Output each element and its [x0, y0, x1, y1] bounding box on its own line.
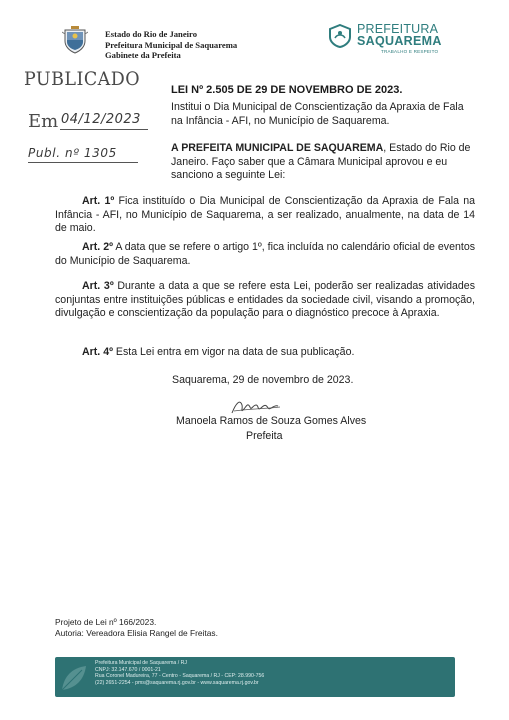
stamp-em-date: 04/12/2023 [61, 112, 141, 127]
preamble-text: , Estado do Rio de Janeiro. Faço saber que a Câmara Municipal aprovou e eu sanciono a seguinte Lei: [171, 142, 471, 182]
article-text: Fica instituído o Dia Municipal de Conscientização da Apraxia de Fala na Infância - AFI, no Município de Saquarema, a ser realizado, anualmente, na data de 14 de maio. [55, 195, 476, 235]
bill-number: Projeto de Lei nº 166/2023. [55, 617, 157, 627]
stamp-publication-number: Publ. nº 1305 [28, 146, 117, 160]
logo-tagline: TRABALHO E RESPEITO [381, 49, 439, 54]
law-ementa: Institui o Dia Municipal de Conscientização da Apraxia de Fala na Infância - AFI, no Município de Saquarema. [171, 101, 464, 127]
signer-name: Manoela Ramos de Souza Gomes Alves [176, 415, 367, 427]
article-label: Art. 3º [82, 280, 114, 292]
article-label: Art. 2º [82, 241, 113, 253]
header-gabinete: Gabinete da Prefeita [105, 50, 181, 61]
footer-org: Prefeitura Municipal de Saquarema / RJ [95, 660, 187, 666]
logo-wordmark-bottom: SAQUAREMA [357, 34, 442, 48]
header-prefeitura: Prefeitura Municipal de Saquarema [105, 39, 238, 50]
prefeitura-logo-icon [328, 24, 352, 48]
bill-author: Autoria: Vereadora Elisia Rangel de Freitas. [55, 627, 218, 638]
leaf-pattern-icon [58, 662, 90, 694]
law-title: LEI Nº 2.505 DE 29 DE NOVEMBRO DE 2023. [171, 84, 403, 96]
footer-phone-email: (22) 2651-2254 - pms@saquarema.rj.gov.br - www.saquarema.rj.gov.br [95, 680, 259, 687]
article-text: Durante a data a que se refere esta Lei, poderão ser realizadas atividades conjuntas entre instituições públicas e entidades da sociedade civil, visando a promoção, divulgação e conscientização da população para o diagnóstico precoce à Apraxia. [55, 280, 475, 320]
footer-cnpj: CNPJ: 32.147.670 / 0001-21 [95, 666, 161, 673]
stamp-publicado: PUBLICADO [24, 68, 141, 90]
preamble-authority: A PREFEITA MUNICIPAL DE SAQUAREMA [171, 142, 384, 154]
stamp-underline [28, 162, 138, 163]
signer-role: Prefeita [246, 430, 283, 442]
article-text: Esta Lei entra em vigor na data de sua publicação. [112, 346, 355, 358]
law-preamble [171, 142, 471, 183]
article-2 [55, 241, 475, 268]
footer-address: Rua Coronel Madureira, 77 - Centro - Saquarema / RJ - CEP: 28.990-756 [95, 673, 265, 680]
footer-contact [95, 660, 264, 687]
header-institution [105, 29, 237, 61]
article-4 [55, 346, 475, 360]
article-label: Art. 1º [82, 195, 115, 207]
place-date: Saquarema, 29 de novembro de 2023. [172, 374, 354, 386]
bill-notes [55, 617, 218, 638]
stamp-em-label: Em [28, 111, 59, 132]
logo-wordmark-top: PREFEITURA [357, 22, 439, 36]
article-text: A data que se refere o artigo 1º, fica incluída no calendário oficial de eventos do Município de Saquarema. [55, 241, 476, 267]
article-3 [55, 280, 475, 321]
article-label: Art. 4º [82, 346, 113, 358]
header-state: Estado do Rio de Janeiro [105, 29, 197, 39]
coat-of-arms-icon [62, 26, 88, 54]
article-1 [55, 195, 475, 236]
stamp-underline [60, 129, 148, 130]
